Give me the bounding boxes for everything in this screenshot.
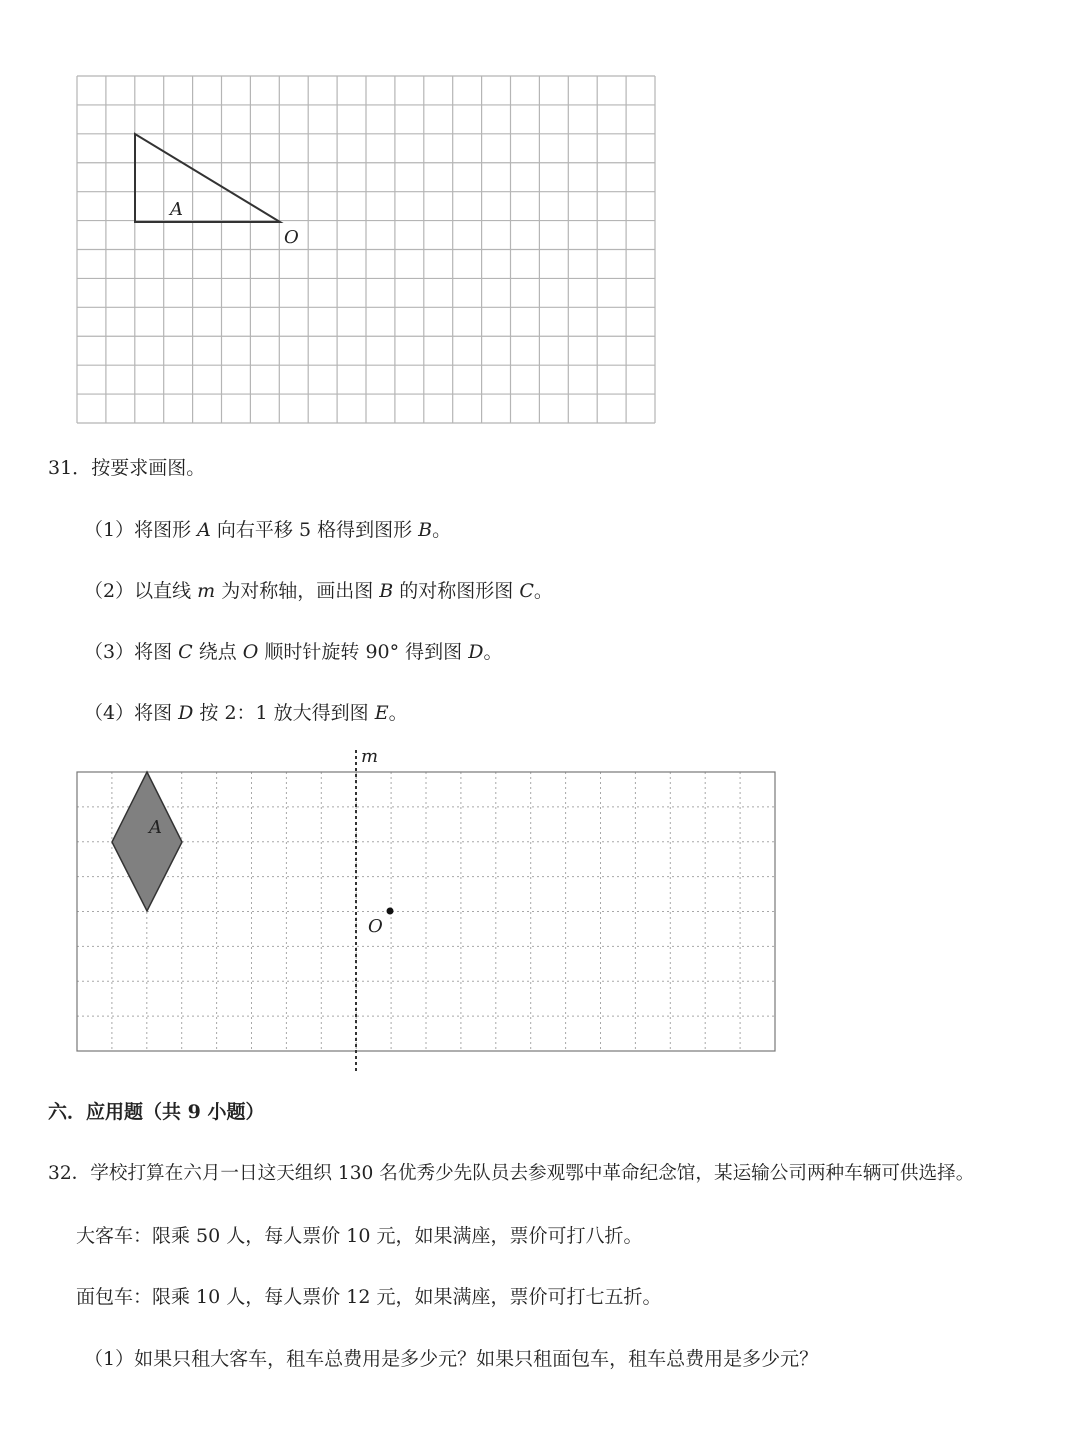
q31-item-4-var-e: E <box>374 702 389 724</box>
figure1-label-a: A <box>170 199 183 220</box>
q31-number: 31． <box>48 457 92 479</box>
figure2-label-a: A <box>149 817 162 838</box>
q31-item-3-id: （3） <box>84 641 135 663</box>
q31-item-3-text-c: 顺时针旋转 90° 得到图 <box>258 641 469 663</box>
q31-item-2-text-c: 的对称图形图 <box>393 580 520 602</box>
q31-item-4-text-a: 将图 <box>134 702 179 724</box>
q31-item-1-text-c: 。 <box>432 519 452 541</box>
q31-item-2-var-c: C <box>519 580 534 602</box>
q32-van-info: 面包车：限乘 10 人，每人票价 12 元，如果满座，票价可打七五折。 <box>76 1286 662 1308</box>
q32-sub1: （1）如果只租大客车，租车总费用是多少元？如果只租面包车，租车总费用是多少元？ <box>84 1348 819 1370</box>
q31-title-text: 按要求画图。 <box>91 457 206 479</box>
q31-item-4-id: （4） <box>84 702 135 724</box>
q31-item-4-text-b: 按 2：1 放大得到图 <box>193 702 375 724</box>
q31-item-1-var-a: A <box>197 519 211 541</box>
q31-item-2-text-b: 为对称轴，画出图 <box>215 580 380 602</box>
q31-item-1-text-b: 向右平移 5 格得到图形 <box>210 519 419 541</box>
q31-item-1-var-b: B <box>418 519 433 541</box>
q31-item-4-text-c: 。 <box>388 702 408 724</box>
q31-item-3-text-b: 绕点 <box>192 641 243 663</box>
axis-m-label: m <box>361 746 379 767</box>
figure1-label-o: O <box>284 227 299 248</box>
q31-item-3-var-o: O <box>242 641 259 663</box>
q31-item-3-var-c: C <box>178 641 193 663</box>
q31-item-2-id: （2） <box>84 580 135 602</box>
q31-item-2-text-a: 以直线 <box>134 580 198 602</box>
q31-item-2-var-b: B <box>379 580 394 602</box>
q32-bus-info: 大客车：限乘 50 人，每人票价 10 元，如果满座，票价可打八折。 <box>76 1225 643 1247</box>
section-6-heading: 六．应用题（共 9 小题） <box>48 1101 265 1123</box>
q31-item-3-text-a: 将图 <box>134 641 179 663</box>
q31-item-1-id: （1） <box>84 519 135 541</box>
figure2-label-o: O <box>368 916 383 937</box>
q31-item-2-var-m: m <box>197 580 216 602</box>
figure2-grid-lines <box>77 772 775 1051</box>
q32-text: 学校打算在六月一日这天组织 130 名优秀少先队员去参观鄂中革命纪念馆，某运输公司两种车辆可供选择。 <box>90 1163 975 1184</box>
q31-item-1-text-a: 将图形 <box>134 519 198 541</box>
q31-item-2-text-d: 。 <box>533 580 553 602</box>
q31-item-3-var-d: D <box>468 641 484 663</box>
q32-stem <box>48 1162 974 1186</box>
point-o <box>387 908 394 915</box>
rhombus-a <box>112 772 182 911</box>
q31-item-3-text-d: 。 <box>483 641 503 663</box>
q32-number: 32． <box>48 1163 91 1184</box>
q31-item-4-var-d: D <box>178 702 194 724</box>
